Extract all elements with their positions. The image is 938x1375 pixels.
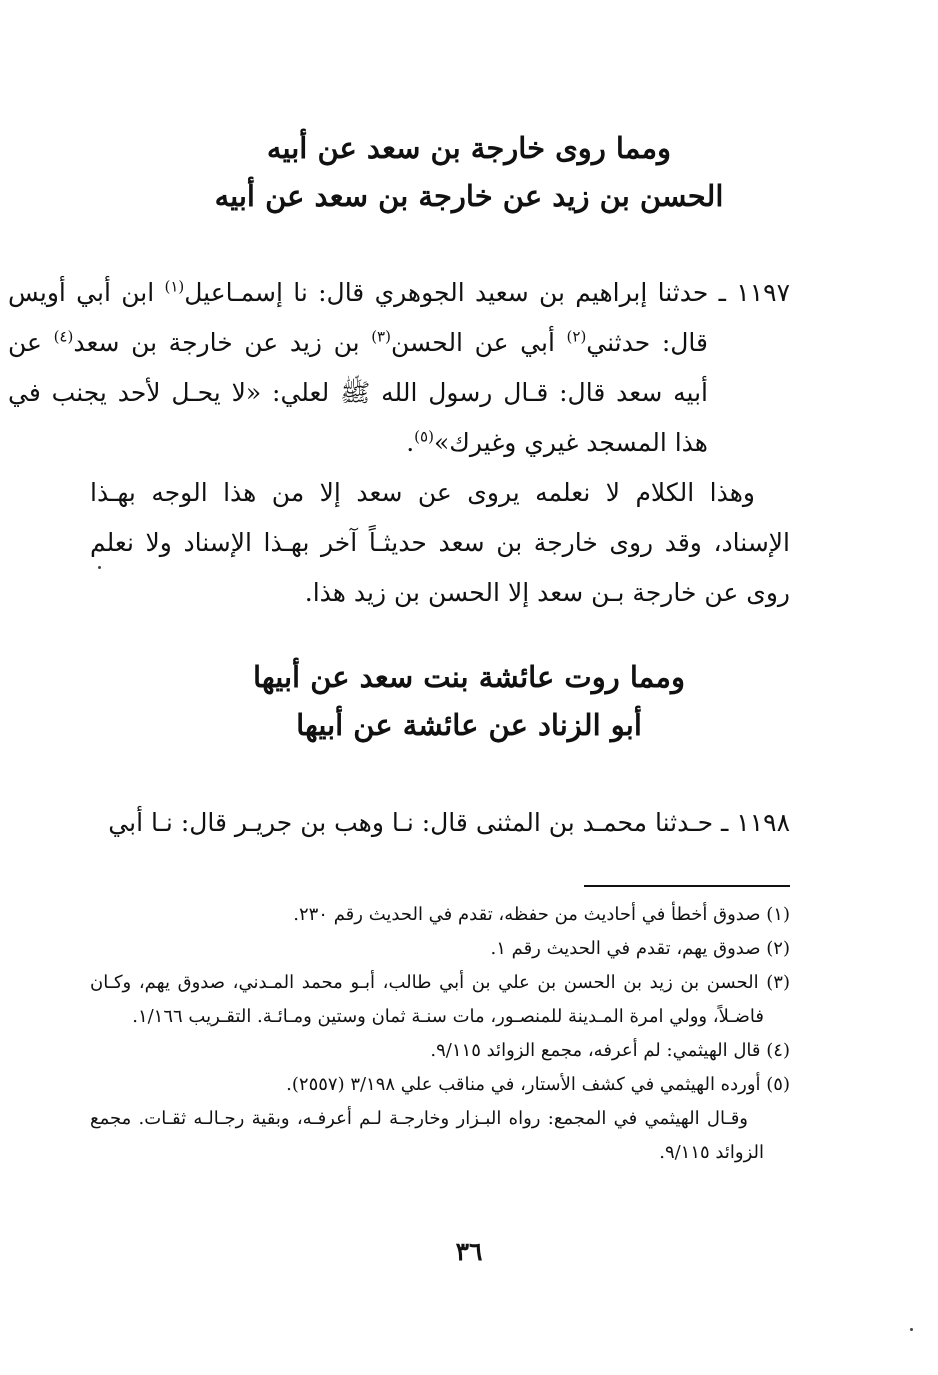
footnote-ref[interactable]: (٤) [53,327,74,346]
footnote-item [90,966,790,1034]
hadith-text-segment: أبي عن الحسن [390,328,567,357]
footnote-text: أورده الهيثمي في كشف الأستار، في مناقب علي ٣/١٩٨ (٢٥٥٧). [286,1074,761,1095]
hadith-text: حـدثنا محمـد بن المثنى قال: نـا وهب بن جريـر قال: نـا أبي [108,808,714,837]
section-heading-line-2: الحسن بن زيد عن خارجة بن سعد عن أبيه [214,179,724,213]
footnote-item [90,1068,790,1102]
footnote-ref[interactable]: (٣) [371,327,391,346]
hadith-number: ١١٩٧ ـ [718,278,790,307]
footnote-marker: (٤) [766,1040,790,1061]
hadith-number: ١١٩٨ ـ [721,808,790,837]
hadith-1198 [8,798,790,848]
hadith-text-segment: . [406,428,415,457]
footnote-ref[interactable]: (١) [164,277,185,296]
section-heading-line-2: أبو الزناد عن عائشة عن أبيها [296,708,642,742]
scan-speck [910,1328,913,1331]
footnotes-list [90,898,790,1170]
hadith-text-segment: حدثنا إبراهيم بن سعيد الجوهري قال: نا إسمـاعيل [184,278,709,307]
author-comment: وهذا الكلام لا نعلمه يروى عن سعد إلا من هذا الوجه بهـذا الإسناد، وقد روى خارجة بن سعد حديثـاً آخر بهـذا الإسناد ولا نعلم روى عن خارجة بـن سعد إلا الحسن بن زيد هذا. [90,478,790,607]
footnote-text: صدوق أخطأ في أحاديث من حفظه، تقدم في الحديث رقم ٢٣٠. [293,904,761,925]
section-heading-kharija [0,124,938,220]
hadith-1197 [8,268,790,468]
hadith-text-segment: ابن أبي أويس قال: حدثني [8,278,708,357]
footnote-marker: (٥) [766,1074,790,1095]
hadith-text-segment: عن أبيه سعد قال: قـال رسول الله ﷺ لعلي: «لا يحـل لأحد يجنب في هذا المسجد غيري وغيرك» [8,328,708,457]
footnote-item [90,1034,790,1068]
footnote-ref[interactable]: (٥) [414,427,434,446]
footnote-marker: (٢) [766,938,790,959]
section-heading-aisha [0,653,938,749]
footnote-marker: (١) [766,904,790,925]
section-heading-line-1: ومما روت عائشة بنت سعد عن أبيها [253,660,685,694]
page-number: ٣٦ [455,1237,483,1266]
footnote-ref[interactable]: (٢) [566,327,587,346]
footnote-marker: (٣) [766,972,790,993]
footnote-continuation: وقـال الهيثمي في المجمع: رواه البـزار وخارجـة لـم أعرفـه، وبقية رجـالـه ثقـات. مجمع الزوائد ٩/١١٥. [90,1108,764,1163]
footnote-separator [584,885,790,887]
footnote-item [90,898,790,932]
footnote-text: صدوق يهم، تقدم في الحديث رقم ١. [490,938,761,959]
section-heading-line-1: ومما روى خارجة بن سعد عن أبيه [266,131,672,165]
scan-speck [98,566,101,569]
footnote-text: الحسن بن زيد بن الحسن بن علي بن أبي طالب، أبـو محمد المـدني، صدوق يهم، وكـان فاضـلاً، وولي امرة المـدينة للمنصـور، مات سنـة ثمان وستين ومـائـة. التقـريب ١/١٦٦. [90,972,764,1027]
hadith-text-segment: بن زيد عن خارجة بن سعد [73,328,372,357]
footnote-text: قال الهيثمي: لم أعرفه، مجمع الزوائد ٩/١١٥. [430,1040,761,1061]
footnote-item [90,932,790,966]
